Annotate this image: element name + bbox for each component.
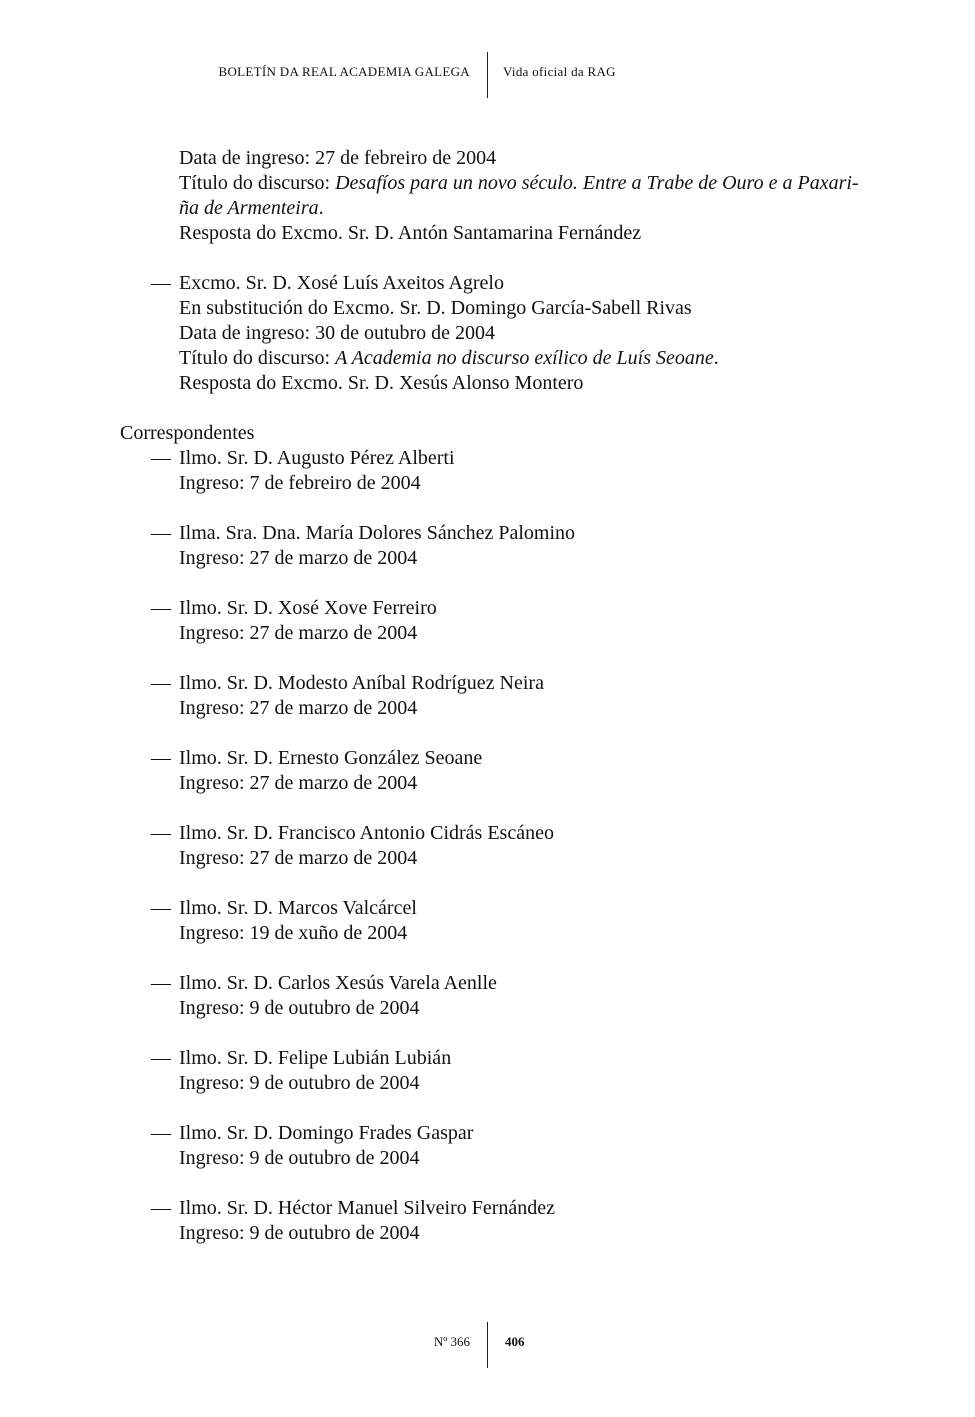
title-label: Título do discurso: <box>179 172 336 194</box>
member-name-line <box>120 1046 880 1071</box>
member-ingreso: Ingreso: 9 de outubro de 2004 <box>179 997 420 1019</box>
member-ingreso: Ingreso: 27 de marzo de 2004 <box>179 547 418 569</box>
member-ingreso: Ingreso: 19 de xuño de 2004 <box>179 922 408 944</box>
title-text-cont: ña de Armenteira <box>179 197 319 219</box>
member-name: Ilmo. Sr. D. Modesto Aníbal Rodríguez Neira <box>179 672 544 694</box>
dash: — <box>151 1197 171 1219</box>
member-name-line <box>120 1196 880 1221</box>
entry-continued <box>120 146 880 246</box>
period: . <box>713 347 719 369</box>
member-name: Ilmo. Sr. D. Héctor Manuel Silveiro Fernández <box>179 1197 556 1219</box>
member-name-line <box>120 446 880 471</box>
member-name: Ilmo. Sr. D. Xosé Xove Ferreiro <box>179 597 437 619</box>
member-name: Ilmo. Sr. D. Francisco Antonio Cidrás Escáneo <box>179 822 554 844</box>
entry-response: Resposta do Excmo. Sr. D. Antón Santamarina Fernández <box>179 222 642 244</box>
header-divider <box>487 52 488 98</box>
dash: — <box>151 672 171 694</box>
member-name: Ilmo. Sr. D. Domingo Frades Gaspar <box>179 1122 474 1144</box>
list-item <box>120 571 880 646</box>
section-heading: Correspondentes <box>120 422 255 444</box>
entry-date: Data de ingreso: 30 de outubro de 2004 <box>179 322 496 344</box>
page-number: 406 <box>505 1334 525 1349</box>
correspondentes-list <box>120 446 880 1246</box>
member-name-line <box>120 1121 880 1146</box>
list-item <box>120 721 880 796</box>
entry-axeitos <box>120 271 880 396</box>
entry-response: Resposta do Excmo. Sr. D. Xesús Alonso Montero <box>179 372 584 394</box>
member-name: Ilmo. Sr. D. Augusto Pérez Alberti <box>179 447 455 469</box>
member-name-line <box>120 596 880 621</box>
member-name: Ilmo. Sr. D. Ernesto González Seoane <box>179 747 483 769</box>
dash: — <box>151 747 171 769</box>
member-name-line <box>120 671 880 696</box>
member-ingreso: Ingreso: 27 de marzo de 2004 <box>179 697 418 719</box>
title-text: Desafíos para un novo século. Entre a Trabe de Ouro e a Paxari- <box>335 172 859 194</box>
entry-name <box>120 271 880 296</box>
period: . <box>318 197 324 219</box>
list-item <box>120 1096 880 1171</box>
member-name: Ilmo. Sr. D. Marcos Valcárcel <box>179 897 417 919</box>
member-name-line <box>120 746 880 771</box>
list-item <box>120 446 880 496</box>
member-name-line <box>120 521 880 546</box>
member-name: Ilmo. Sr. D. Carlos Xesús Varela Aenlle <box>179 972 497 994</box>
member-name-line <box>120 896 880 921</box>
list-item <box>120 1171 880 1246</box>
member-ingreso: Ingreso: 7 de febreiro de 2004 <box>179 472 421 494</box>
dash: — <box>151 597 171 619</box>
dash: — <box>151 272 171 294</box>
footer-divider <box>487 1322 488 1368</box>
member-ingreso: Ingreso: 27 de marzo de 2004 <box>179 622 418 644</box>
issue-number: Nº 366 <box>433 1334 470 1349</box>
list-item <box>120 871 880 946</box>
member-ingreso: Ingreso: 27 de marzo de 2004 <box>179 847 418 869</box>
dash: — <box>151 522 171 544</box>
list-item <box>120 496 880 571</box>
list-item <box>120 796 880 871</box>
name: Excmo. Sr. D. Xosé Luís Axeitos Agrelo <box>179 272 504 294</box>
entry-date: Data de ingreso: 27 de febreiro de 2004 <box>179 147 497 169</box>
list-item <box>120 946 880 1021</box>
member-name: Ilmo. Sr. D. Felipe Lubián Lubián <box>179 1047 452 1069</box>
title-text: A Academia no discurso exílico de Luís Seoane <box>335 347 714 369</box>
page-body <box>120 146 880 1246</box>
list-item <box>120 1021 880 1096</box>
entry-substitution: En substitución do Excmo. Sr. D. Domingo García-Sabell Rivas <box>179 297 692 319</box>
member-ingreso: Ingreso: 9 de outubro de 2004 <box>179 1222 420 1244</box>
member-ingreso: Ingreso: 9 de outubro de 2004 <box>179 1147 420 1169</box>
running-header-journal: BOLETÍN DA REAL ACADEMIA GALEGA <box>218 64 470 79</box>
dash: — <box>151 447 171 469</box>
member-ingreso: Ingreso: 27 de marzo de 2004 <box>179 772 418 794</box>
entry-title <box>120 346 880 371</box>
member-name-line <box>120 971 880 996</box>
entry-title <box>120 171 880 196</box>
title-label: Título do discurso: <box>179 347 336 369</box>
dash: — <box>151 1047 171 1069</box>
dash: — <box>151 972 171 994</box>
member-name: Ilma. Sra. Dna. María Dolores Sánchez Palomino <box>179 522 576 544</box>
dash: — <box>151 897 171 919</box>
member-ingreso: Ingreso: 9 de outubro de 2004 <box>179 1072 420 1094</box>
dash: — <box>151 1122 171 1144</box>
member-name-line <box>120 821 880 846</box>
entry-title-cont <box>120 196 880 221</box>
list-item <box>120 646 880 721</box>
running-header-section: Vida oficial da RAG <box>503 64 616 79</box>
dash: — <box>151 822 171 844</box>
